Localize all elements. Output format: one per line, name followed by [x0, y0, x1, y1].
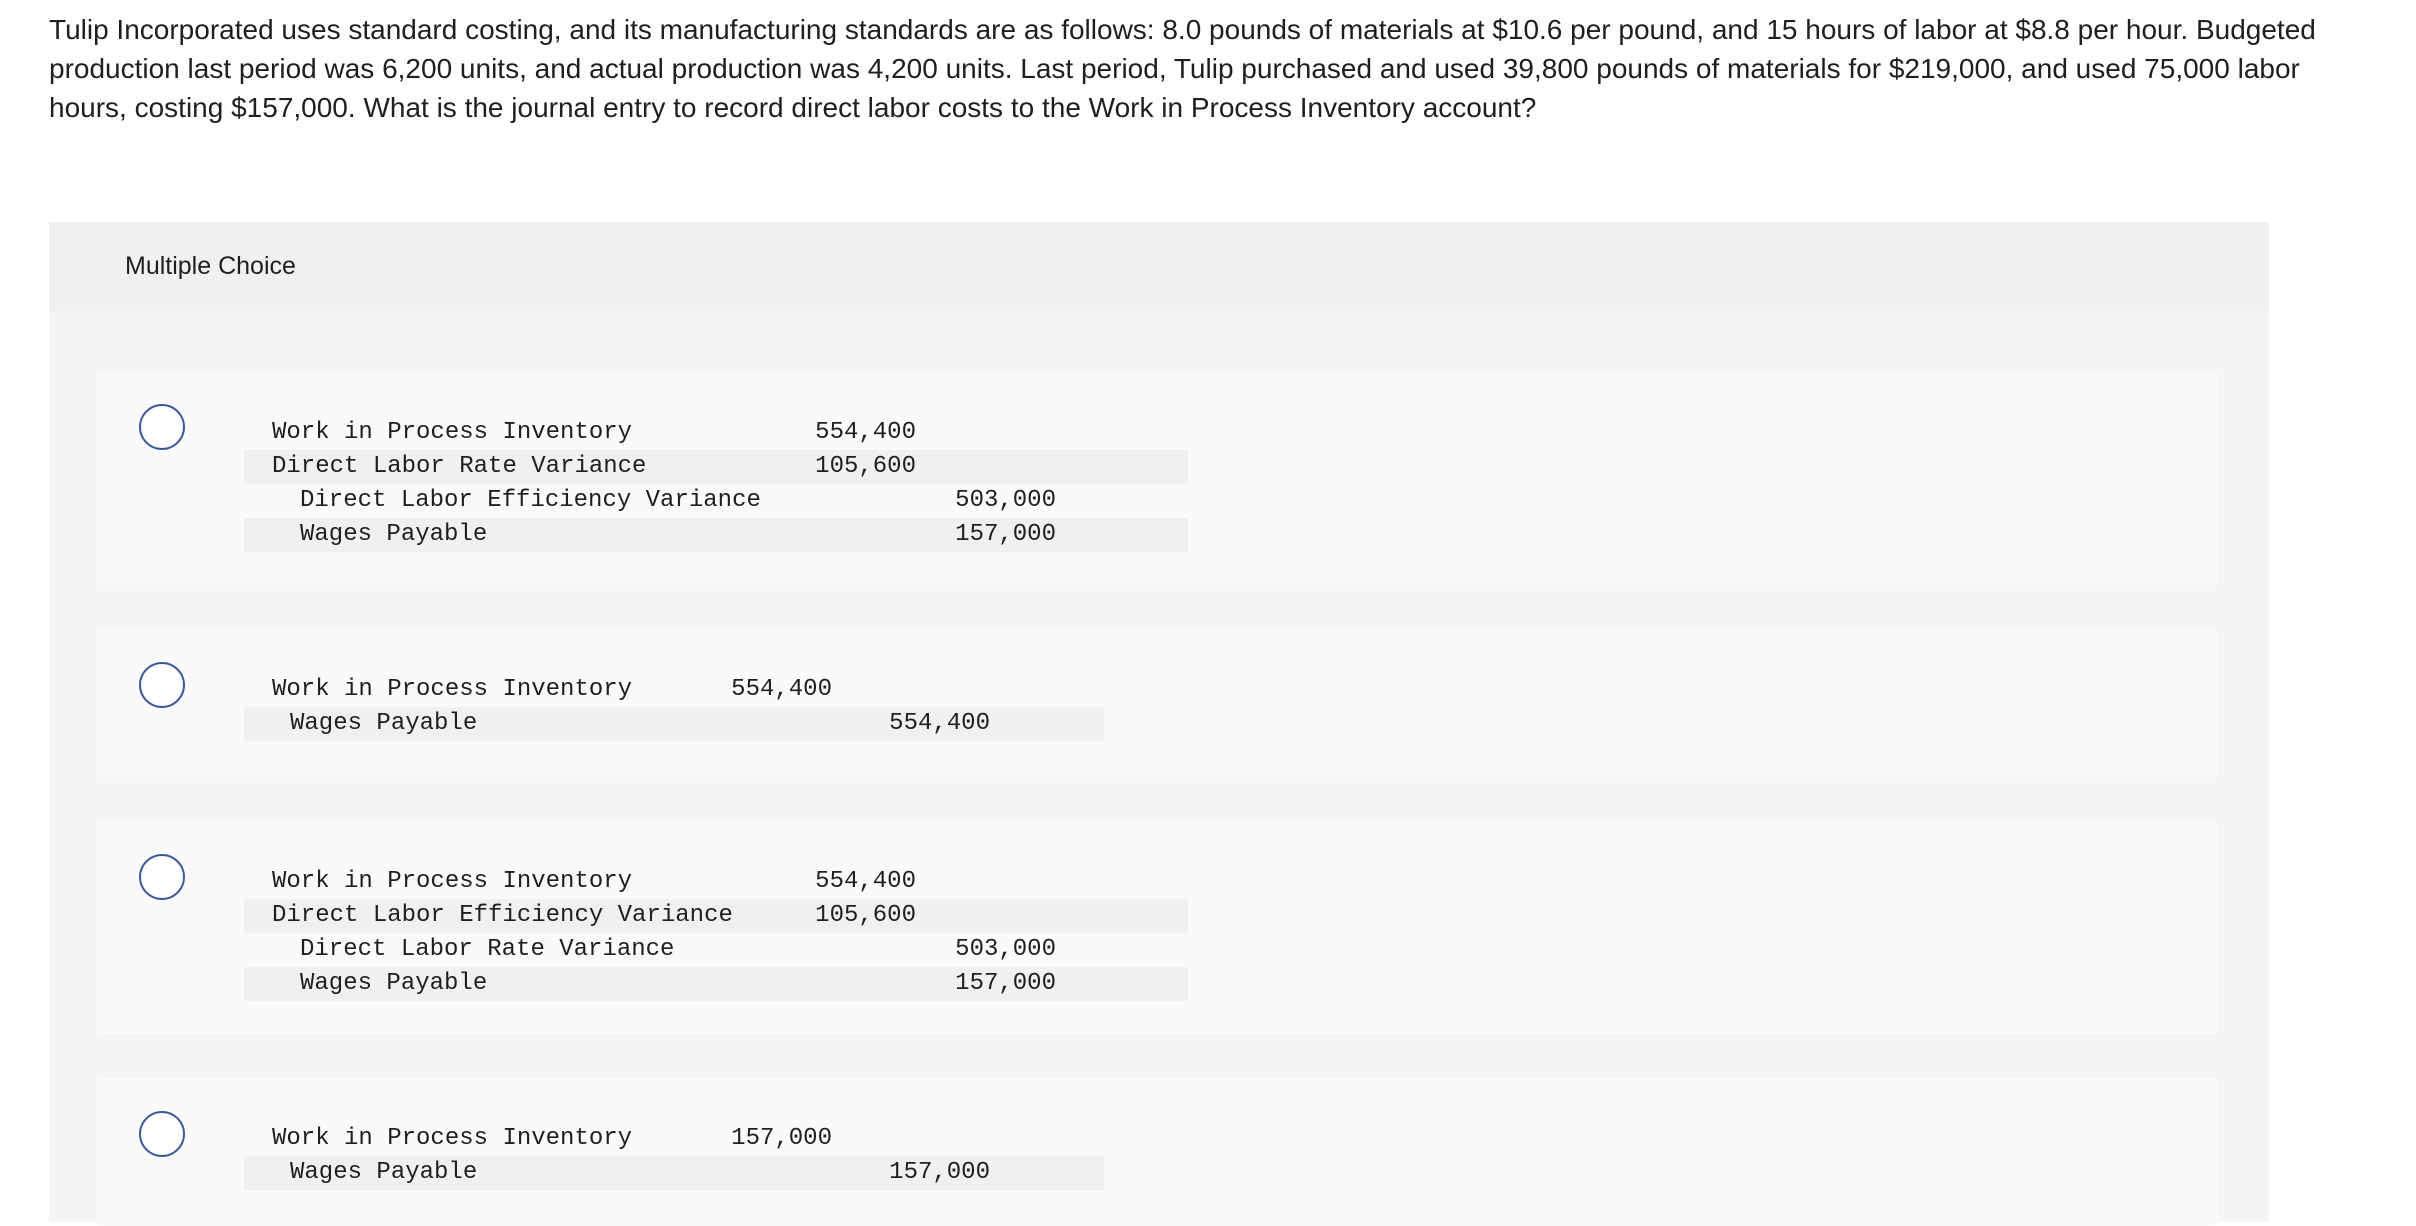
- account-name: Wages Payable: [300, 970, 488, 997]
- radio-button-option-4[interactable]: [139, 1111, 185, 1157]
- account-name: Work in Process Inventory: [272, 676, 633, 703]
- account-name: Wages Payable: [290, 1159, 478, 1186]
- debit-amount: 554,400: [815, 868, 916, 895]
- journal-row: [244, 933, 1188, 967]
- journal-entry-table: [244, 1122, 1104, 1190]
- credit-amount: 157,000: [889, 1159, 990, 1186]
- multiple-choice-label: Multiple Choice: [125, 252, 296, 280]
- journal-entry-table: [244, 673, 1104, 741]
- radio-button-option-1[interactable]: [139, 404, 185, 450]
- debit-amount: 105,600: [815, 902, 916, 929]
- account-name: Direct Labor Rate Variance: [300, 936, 675, 963]
- account-name: Direct Labor Efficiency Variance: [300, 487, 761, 514]
- account-name: Wages Payable: [300, 521, 488, 548]
- journal-row: [244, 518, 1188, 552]
- journal-row: [244, 1122, 1104, 1156]
- journal-row: [244, 967, 1188, 1001]
- answer-option-2[interactable]: [96, 629, 2218, 777]
- account-name: Direct Labor Rate Variance: [272, 453, 647, 480]
- journal-row: [244, 450, 1188, 484]
- account-name: Work in Process Inventory: [272, 1125, 633, 1152]
- question-text: Tulip Incorporated uses standard costing, and its manufacturing standards are as follows: 8.0 pounds of materials at $10.6 per pound, and 15 hours of labor at $8.8 per hour. Budgeted production last period was 6,200 units, and actual production was 4,200 units. Last period, Tulip purchased and used 39,800 pounds of materials for $219,000, and used 75,000 labor hours, costing $157,000. What is the journal entry to record direct labor costs to the Work in Process Inventory account?: [49, 14, 2316, 123]
- answer-option-3[interactable]: [96, 821, 2218, 1034]
- account-name: Direct Labor Efficiency Variance: [272, 902, 733, 929]
- journal-row: [244, 707, 1104, 741]
- journal-row: [244, 899, 1188, 933]
- journal-row: [244, 673, 1104, 707]
- debit-amount: 105,600: [815, 453, 916, 480]
- journal-entry-table: [244, 865, 1188, 1001]
- radio-button-option-2[interactable]: [139, 662, 185, 708]
- journal-row: [244, 484, 1188, 518]
- journal-row: [244, 416, 1188, 450]
- credit-amount: 503,000: [955, 487, 1056, 514]
- radio-button-option-3[interactable]: [139, 854, 185, 900]
- journal-entry-table: [244, 416, 1188, 552]
- credit-amount: 554,400: [889, 710, 990, 737]
- credit-amount: 503,000: [955, 936, 1056, 963]
- account-name: Work in Process Inventory: [272, 419, 633, 446]
- answer-option-4[interactable]: [96, 1078, 2218, 1226]
- journal-row: [244, 1156, 1104, 1190]
- debit-amount: 157,000: [731, 1125, 832, 1152]
- account-name: Wages Payable: [290, 710, 478, 737]
- credit-amount: 157,000: [955, 970, 1056, 997]
- debit-amount: 554,400: [815, 419, 916, 446]
- multiple-choice-header: [49, 222, 2269, 311]
- account-name: Work in Process Inventory: [272, 868, 633, 895]
- multiple-choice-panel: [49, 222, 2269, 1222]
- journal-row: [244, 865, 1188, 899]
- answer-option-1[interactable]: [96, 372, 2218, 585]
- debit-amount: 554,400: [731, 676, 832, 703]
- credit-amount: 157,000: [955, 521, 1056, 548]
